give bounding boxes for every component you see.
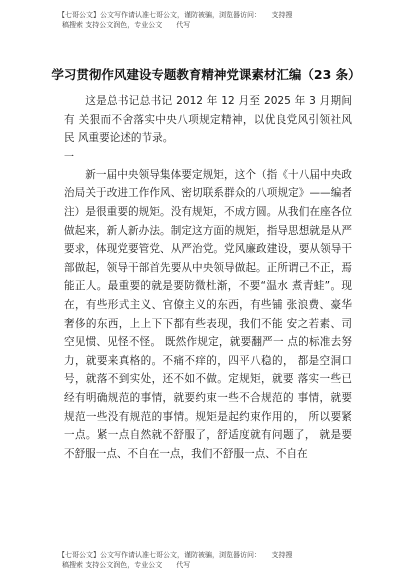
footer-line-2: 稿搜索 支持公文润色，专业公文 代写: [62, 561, 191, 569]
footer-line-1: 【七哥公文】公文写作请认准七哥公文，谨防被骗，浏览器访问： 支持搜: [58, 551, 293, 559]
document-body: [64, 92, 352, 463]
intro-paragraph: 这是总书记总书记 2012 年 12 月至 2025 年 3 月期间有 关狠而不舍落实中央八项规定精神，以优良党风引领社风民 风重要论述的节录。: [64, 95, 352, 145]
header-line-1: 【七哥公文】公文写作请认准七哥公文，谨防被骗，浏览器访问： 支持搜: [58, 11, 293, 19]
page-header: [58, 10, 378, 30]
body-paragraph: 新一届中央领导集体要定规矩，这个（指《十八届中央政治局关于改进工作作风、密切联系群众的八项规定》——编者注）是很重要的规矩。没有规矩，不成方圆。从我们在座各位做起来，新人新办法。制定这方面的规矩，指导思想就是从严要求，体现党要管党、从严治党。党风廉政建设，要从领导干部做起，领导干部首先要从中央领导做起。正所谓己不正，焉能正人。最重要的就是要防微杜渐，不要“温水 煮青蛙”。现在，有些形式主义、官僚主义的东西，有些铺 张浪费、豪华奢侈的东西，上上下下都有些表现，我们不能 安之若素、司空见惯、见怪不怪。 既然作规定，就要翻严一 点的标准去努力，就要来真格的。不痛不痒的，四平八稳的， 都是空洞口号，就落不到实处，还不如不做。定规矩，就要 落实一些已经有明确规范的事情，就要约束一些不合规范的 事情，就要规范一些没有规范的事情。规矩是起约束作用的， 所以要紧一点。紧一点自然就不舒服了，舒适度就有问题了， 就是要不舒服一点、不自在一点，我们不舒服一点、不自在: [64, 168, 352, 460]
header-line-2: 稿搜索 支持公文润色，专业公文 代写: [62, 21, 191, 29]
document-title: 学习贯彻作风建设专题教育精神党课素材汇编（23 条）: [51, 67, 361, 82]
page-footer: [58, 550, 378, 570]
section-marker: 一: [64, 151, 74, 163]
